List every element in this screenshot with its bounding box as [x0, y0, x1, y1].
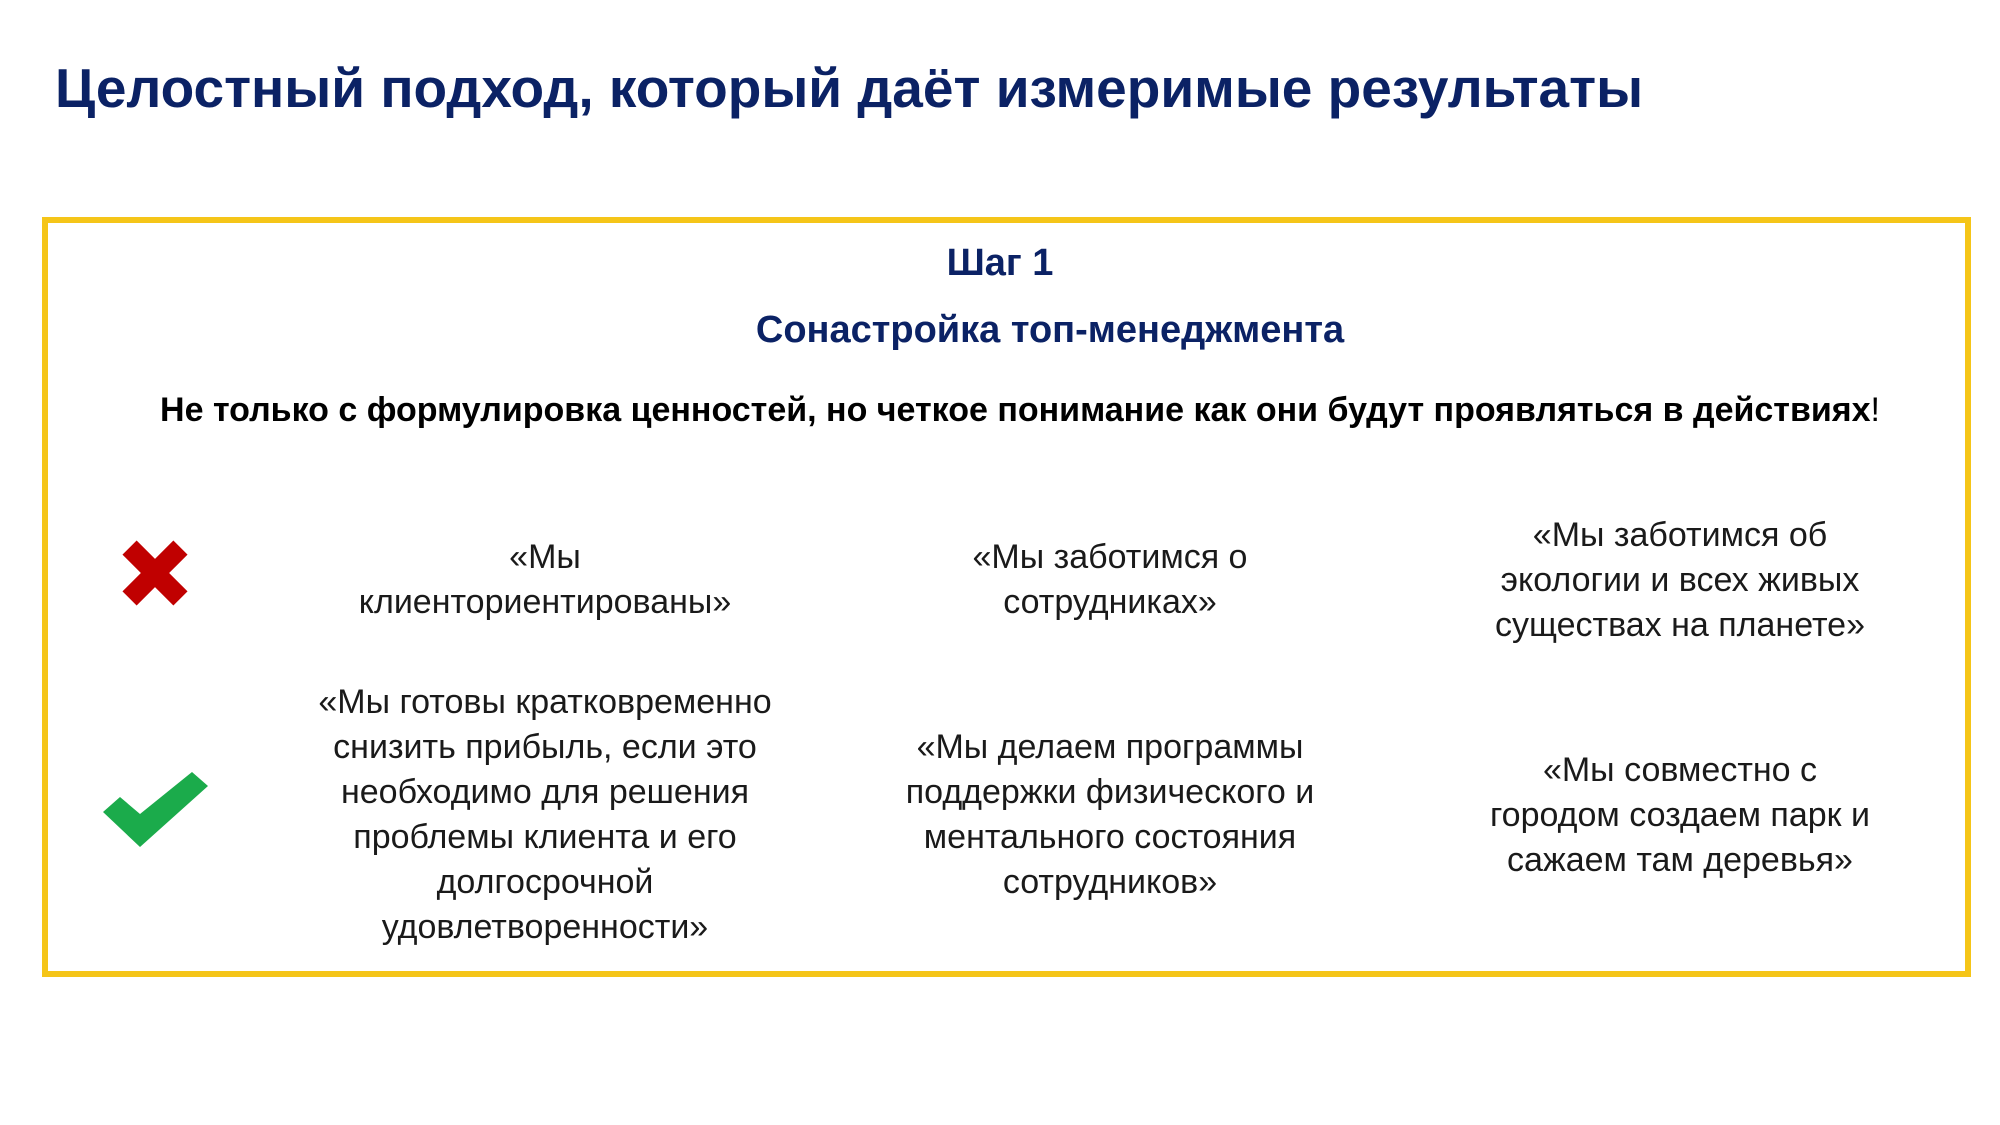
right-example-text: «Мы совместно с городом создаем парк и сажаем там деревья»: [1490, 750, 1870, 879]
right-example-customers: [280, 680, 810, 950]
checkmark-icon: [100, 772, 210, 857]
step-label: Шаг 1: [946, 242, 1054, 284]
page-title: Целостный подход, который даёт измеримые результаты: [55, 57, 1644, 119]
wrong-example-text: «Мы заботимся о сотрудниках»: [972, 538, 1248, 621]
step-subtitle: [140, 388, 1900, 432]
cross-icon: [122, 540, 188, 611]
wrong-example-text: «Мы заботимся об экологии и всех живых существах на планете»: [1495, 515, 1865, 644]
subtitle-tail-text: !: [1870, 391, 1880, 429]
right-example-ecology: [1400, 680, 1960, 950]
step-title: Сонастройка топ-менеджмента: [755, 309, 1345, 351]
subtitle-bold-text: Не только с формулировка ценностей, но четкое понимание как они будут проявляться в действиях: [160, 391, 1871, 429]
right-example-text: «Мы делаем программы поддержки физического и ментального состояния сотрудников»: [905, 728, 1315, 901]
wrong-example-text: «Мы клиенториентированы»: [358, 538, 732, 621]
wrong-example-customers: [280, 520, 810, 640]
wrong-example-employees: [860, 520, 1360, 640]
wrong-example-ecology: [1400, 515, 1960, 644]
right-example-text: «Мы готовы кратковременно снизить прибыль, если это необходимо для решения проблемы клиента и его долгосрочной удовлетворенности»: [318, 683, 772, 946]
right-example-employees: [860, 680, 1360, 950]
